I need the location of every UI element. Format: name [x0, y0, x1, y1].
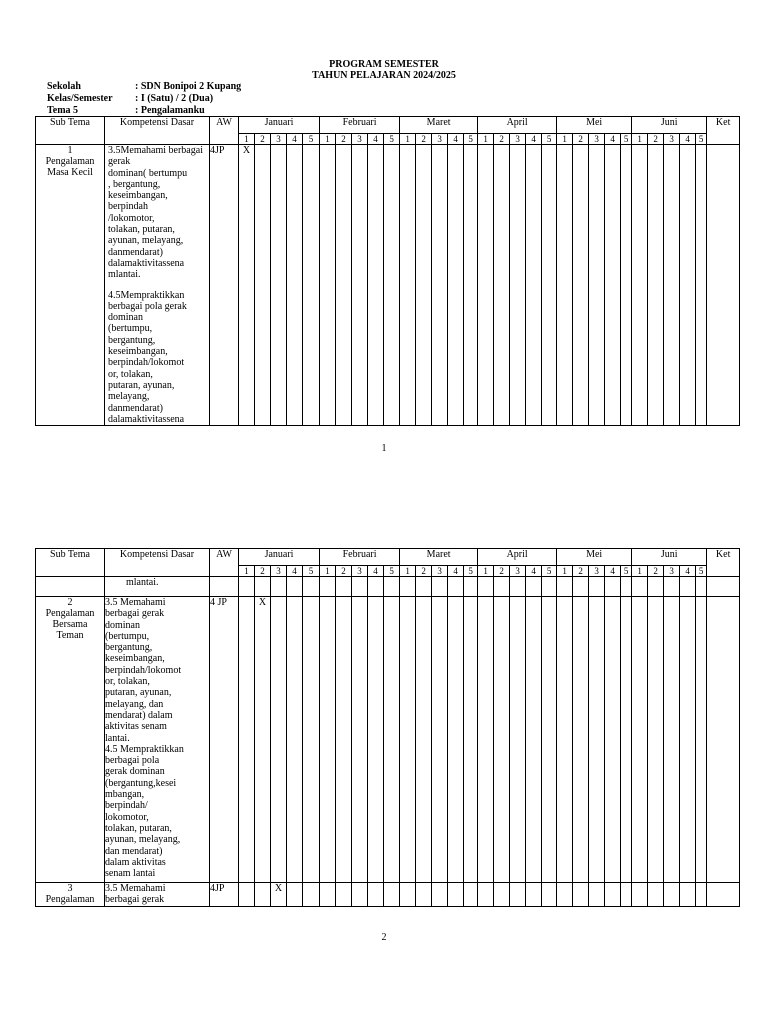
header-month-februari: Februari — [320, 117, 400, 134]
week-cell — [478, 883, 494, 907]
week-cell — [510, 145, 526, 426]
week-cell — [557, 597, 573, 883]
kd-4-5: 4.5 Mempraktikkan berbagai pola gerak dominan (bergantung,kesei mbangan, berpindah/ lokomotor, tolakan, putaran, ayunan, melayang, dan mendarat) dalam aktivitas senam lantai — [105, 743, 184, 880]
week-cell — [557, 145, 573, 426]
week-cell — [494, 597, 510, 883]
week-cell — [416, 597, 432, 883]
week-cell — [605, 883, 621, 907]
header-week: 4 — [368, 566, 384, 577]
week-cell — [320, 577, 336, 597]
week-cell — [239, 577, 255, 597]
week-cell — [573, 597, 589, 883]
week-cell — [432, 145, 448, 426]
week-cell — [416, 145, 432, 426]
header-week: 2 — [573, 566, 589, 577]
header-month-mei: Mei — [557, 117, 632, 134]
week-cell — [271, 145, 287, 426]
week-cell — [368, 597, 384, 883]
header-week: 4 — [526, 134, 542, 145]
header-ket: Ket — [707, 117, 740, 145]
subtema-cell: 3 Pengalaman — [36, 883, 105, 907]
header-week: 5 — [464, 134, 478, 145]
week-cell — [400, 577, 416, 597]
week-cell — [542, 577, 557, 597]
header-week: 1 — [400, 134, 416, 145]
week-cell-mark: X — [255, 597, 271, 883]
ket-cell — [707, 883, 740, 907]
table-row — [36, 145, 740, 426]
week-cell — [448, 597, 464, 883]
kd-cell: mlantai. — [105, 577, 210, 597]
week-cell — [526, 145, 542, 426]
header-week: 2 — [648, 134, 664, 145]
header-week: 2 — [416, 134, 432, 145]
week-cell — [664, 883, 680, 907]
week-cell — [664, 577, 680, 597]
ket-cell — [707, 597, 740, 883]
week-cell — [303, 597, 320, 883]
aw-cell: 4JP — [210, 883, 239, 907]
week-cell — [255, 577, 271, 597]
week-cell — [287, 145, 303, 426]
week-cell — [557, 577, 573, 597]
week-cell — [589, 597, 605, 883]
document-title — [0, 59, 768, 81]
header-week: 1 — [632, 134, 648, 145]
header-kompetensi-dasar: Kompetensi Dasar — [105, 549, 210, 577]
header-week: 3 — [271, 134, 287, 145]
week-cell — [573, 577, 589, 597]
week-cell — [336, 883, 352, 907]
header-week: 2 — [648, 566, 664, 577]
kd-cell — [105, 597, 210, 883]
week-cell — [464, 883, 478, 907]
week-cell — [416, 577, 432, 597]
week-cell — [494, 145, 510, 426]
week-cell — [464, 597, 478, 883]
header-week: 2 — [255, 566, 271, 577]
info-row-school: Sekolah : SDN Bonipoi 2 Kupang — [47, 81, 242, 92]
week-cell — [696, 597, 707, 883]
week-cell — [589, 577, 605, 597]
header-month-april: April — [478, 549, 557, 566]
page-number: 2 — [381, 932, 387, 943]
week-cell — [542, 145, 557, 426]
week-cell — [510, 597, 526, 883]
week-cell — [384, 577, 400, 597]
week-cell — [464, 145, 478, 426]
header-month-maret: Maret — [400, 117, 478, 134]
header-month-februari: Februari — [320, 549, 400, 566]
header-week: 3 — [432, 566, 448, 577]
week-cell — [648, 577, 664, 597]
week-cell — [494, 577, 510, 597]
week-cell — [400, 145, 416, 426]
week-cell — [384, 597, 400, 883]
kd-3-5: 3.5Memahami berbagai gerak dominan( bertumpu , bergantung, keseimbangan, berpindah /lokomotor, tolakan, putaran, ayunan, melayang, danmendarat) dalamaktivitassena mlantai. — [108, 145, 203, 281]
header-week: 1 — [239, 566, 255, 577]
week-cell — [336, 577, 352, 597]
header-week: 3 — [664, 566, 680, 577]
page-number: 1 — [381, 443, 387, 454]
week-cell — [352, 597, 368, 883]
header-month-juni: Juni — [632, 549, 707, 566]
week-cell — [352, 577, 368, 597]
header-week: 5 — [384, 566, 400, 577]
week-cell — [510, 883, 526, 907]
header-week: 2 — [494, 566, 510, 577]
header-week: 4 — [287, 566, 303, 577]
header-aw: AW — [210, 549, 239, 577]
week-cell — [632, 883, 648, 907]
week-cell — [557, 883, 573, 907]
header-week: 1 — [478, 134, 494, 145]
header-week: 2 — [494, 134, 510, 145]
subtema-cell — [36, 577, 105, 597]
week-cell — [696, 883, 707, 907]
header-week: 3 — [589, 134, 605, 145]
header-week: 4 — [680, 134, 696, 145]
header-aw: AW — [210, 117, 239, 145]
table-row — [36, 577, 740, 597]
week-cell — [303, 883, 320, 907]
week-cell — [664, 597, 680, 883]
week-cell — [432, 597, 448, 883]
header-week: 2 — [416, 566, 432, 577]
week-cell — [494, 883, 510, 907]
header-month-juni: Juni — [632, 117, 707, 134]
week-cell — [416, 883, 432, 907]
week-cell — [320, 597, 336, 883]
header-week: 5 — [696, 134, 707, 145]
week-cell — [621, 883, 632, 907]
week-cell — [589, 883, 605, 907]
week-cell — [478, 577, 494, 597]
header-week: 2 — [255, 134, 271, 145]
header-week: 3 — [510, 134, 526, 145]
week-cell — [526, 883, 542, 907]
header-week: 4 — [605, 566, 621, 577]
week-cell — [478, 145, 494, 426]
week-cell — [632, 597, 648, 883]
header-week: 4 — [605, 134, 621, 145]
week-cell-mark: X — [271, 883, 287, 907]
header-week: 4 — [680, 566, 696, 577]
ket-cell — [707, 577, 740, 597]
info-row-theme: Tema 5 : Pengalamanku — [47, 105, 205, 116]
header-week: 2 — [573, 134, 589, 145]
week-cell — [573, 145, 589, 426]
header-week: 4 — [287, 134, 303, 145]
week-cell — [605, 597, 621, 883]
week-cell — [400, 597, 416, 883]
week-cell — [589, 145, 605, 426]
header-sub-tema: Sub Tema — [36, 549, 105, 577]
header-week: 4 — [526, 566, 542, 577]
week-cell-mark: X — [239, 145, 255, 426]
kd-3-5: 3.5 Memahami berbagai gerak dominan (bertumpu, bergantung, keseimbangan, berpindah/lokomot or, tolakan, putaran, ayunan, melayang, dan mendarat) dalam aktivitas senam lantai. — [105, 597, 182, 744]
week-cell — [368, 577, 384, 597]
week-cell — [303, 577, 320, 597]
week-cell — [648, 883, 664, 907]
week-cell — [368, 883, 384, 907]
kd-cell — [105, 145, 210, 426]
header-week: 3 — [352, 134, 368, 145]
week-cell — [384, 883, 400, 907]
week-cell — [368, 145, 384, 426]
header-week: 3 — [271, 566, 287, 577]
header-week: 1 — [632, 566, 648, 577]
week-cell — [448, 883, 464, 907]
header-week: 5 — [303, 566, 320, 577]
header-week: 3 — [432, 134, 448, 145]
header-sub-tema: Sub Tema — [36, 117, 105, 145]
week-cell — [384, 145, 400, 426]
week-cell — [448, 145, 464, 426]
week-cell — [432, 577, 448, 597]
header-month-april: April — [478, 117, 557, 134]
week-cell — [632, 145, 648, 426]
week-cell — [464, 577, 478, 597]
kd-cell: 3.5 Memahami berbagai gerak — [105, 883, 210, 907]
aw-cell: 4 JP — [210, 597, 239, 883]
month-header-row — [36, 117, 740, 134]
week-cell — [648, 145, 664, 426]
header-ket: Ket — [707, 549, 740, 577]
week-cell — [320, 145, 336, 426]
week-cell — [448, 577, 464, 597]
header-week: 2 — [336, 134, 352, 145]
week-cell — [680, 883, 696, 907]
header-week: 2 — [336, 566, 352, 577]
week-cell — [621, 597, 632, 883]
week-cell — [432, 883, 448, 907]
week-cell — [352, 883, 368, 907]
week-cell — [478, 597, 494, 883]
program-table-page1 — [35, 116, 740, 426]
table-row — [36, 597, 740, 883]
week-cell — [320, 883, 336, 907]
aw-cell: 4JP — [210, 145, 239, 426]
week-cell — [526, 597, 542, 883]
header-week: 1 — [239, 134, 255, 145]
week-cell — [287, 577, 303, 597]
subtema-cell: 2 Pengalaman Bersama Teman — [36, 597, 105, 883]
week-cell — [664, 145, 680, 426]
week-cell — [287, 597, 303, 883]
header-week: 4 — [368, 134, 384, 145]
header-week: 1 — [320, 566, 336, 577]
week-cell — [271, 597, 287, 883]
week-cell — [303, 145, 320, 426]
header-month-mei: Mei — [557, 549, 632, 566]
ket-cell — [707, 145, 740, 426]
week-cell — [605, 577, 621, 597]
header-month-januari: Januari — [239, 117, 320, 134]
program-table-page2 — [35, 548, 740, 907]
header-week: 5 — [542, 134, 557, 145]
header-week: 4 — [448, 134, 464, 145]
aw-cell — [210, 577, 239, 597]
kd-4-5: 4.5Mempraktikkan berbagai pola gerak dominan (bertumpu, bergantung, keseimbangan, berpindah/lokomot or, tolakan, putaran, ayunan, melayang, danmendarat) dalamaktivitassena — [108, 289, 187, 425]
school-info — [47, 81, 241, 117]
header-week: 1 — [557, 566, 573, 577]
week-cell — [648, 597, 664, 883]
week-cell — [271, 577, 287, 597]
info-row-class: Kelas/Semester : I (Satu) / 2 (Dua) — [47, 93, 214, 104]
week-cell — [336, 145, 352, 426]
header-week: 1 — [400, 566, 416, 577]
week-cell — [255, 145, 271, 426]
title-line1: PROGRAM SEMESTER — [329, 59, 439, 70]
week-cell — [352, 145, 368, 426]
header-week: 5 — [464, 566, 478, 577]
header-week: 5 — [384, 134, 400, 145]
subtema-cell: 1 Pengalaman Masa Kecil — [36, 145, 105, 426]
header-week: 1 — [478, 566, 494, 577]
header-week: 5 — [621, 134, 632, 145]
header-week: 5 — [303, 134, 320, 145]
header-week: 3 — [352, 566, 368, 577]
week-cell — [400, 883, 416, 907]
header-week: 5 — [696, 566, 707, 577]
header-week: 5 — [621, 566, 632, 577]
month-header-row — [36, 549, 740, 566]
title-line2: TAHUN PELAJARAN 2024/2025 — [312, 70, 456, 81]
week-cell — [573, 883, 589, 907]
week-cell — [605, 145, 621, 426]
week-cell — [696, 145, 707, 426]
week-cell — [621, 145, 632, 426]
header-week: 4 — [448, 566, 464, 577]
header-kompetensi-dasar: Kompetensi Dasar — [105, 117, 210, 145]
header-month-januari: Januari — [239, 549, 320, 566]
week-cell — [336, 597, 352, 883]
table-row — [36, 883, 740, 907]
week-cell — [510, 577, 526, 597]
week-cell — [526, 577, 542, 597]
week-cell — [680, 597, 696, 883]
header-week: 1 — [320, 134, 336, 145]
header-week: 3 — [589, 566, 605, 577]
header-month-maret: Maret — [400, 549, 478, 566]
week-cell — [621, 577, 632, 597]
week-cell — [542, 883, 557, 907]
header-week: 1 — [557, 134, 573, 145]
header-week: 5 — [542, 566, 557, 577]
header-week: 3 — [510, 566, 526, 577]
week-cell — [680, 145, 696, 426]
week-cell — [287, 883, 303, 907]
week-cell — [542, 597, 557, 883]
header-week: 3 — [664, 134, 680, 145]
week-cell — [632, 577, 648, 597]
week-cell — [696, 577, 707, 597]
week-cell — [680, 577, 696, 597]
